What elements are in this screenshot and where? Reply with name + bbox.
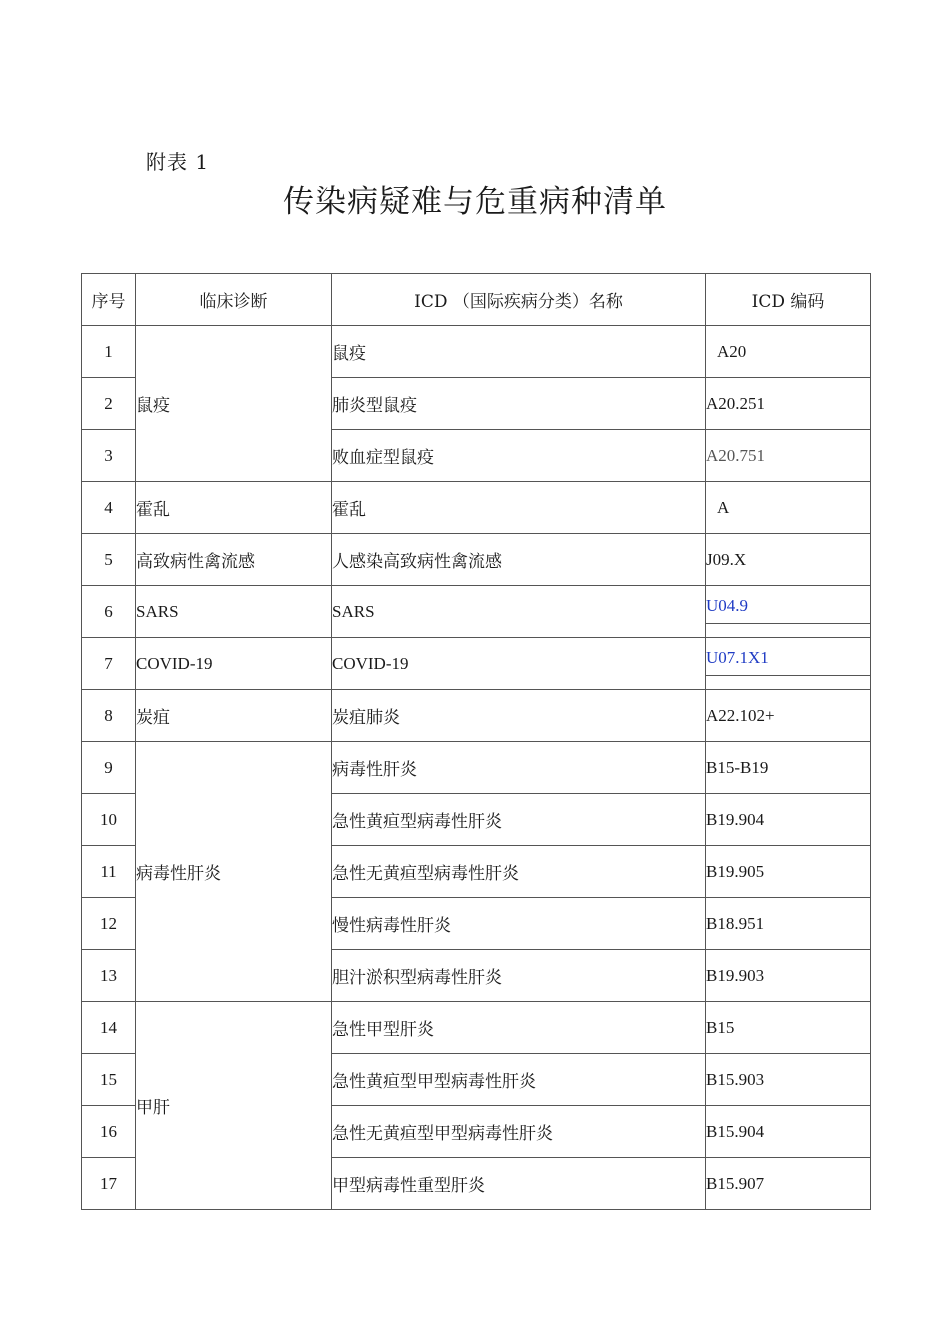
row-number: 11 [82, 846, 136, 898]
diagnosis-plague: 鼠疫 [136, 326, 332, 482]
row-number: 1 [82, 326, 136, 378]
icd-code: B18.951 [706, 898, 871, 950]
icd-name: 慢性病毒性肝炎 [332, 898, 706, 950]
icd-code: U07.1X1 [706, 638, 870, 676]
row-number: 8 [82, 690, 136, 742]
row-number: 17 [82, 1158, 136, 1210]
icd-code: J09.X [706, 534, 871, 586]
row-number: 10 [82, 794, 136, 846]
icd-name: 胆汁淤积型病毒性肝炎 [332, 950, 706, 1002]
header-diagnosis: 临床诊断 [136, 274, 332, 326]
table-row [82, 586, 871, 638]
icd-code: A [706, 482, 871, 534]
icd-code: B15 [706, 1002, 871, 1054]
header-icd-name: ICD （国际疾病分类）名称 [332, 274, 706, 326]
row-number: 2 [82, 378, 136, 430]
diagnosis-avian-flu: 高致病性禽流感 [136, 534, 332, 586]
disease-table [81, 273, 871, 1210]
icd-name: 病毒性肝炎 [332, 742, 706, 794]
icd-name: 肺炎型鼠疫 [332, 378, 706, 430]
icd-name: 霍乱 [332, 482, 706, 534]
row-number: 9 [82, 742, 136, 794]
icd-name: 鼠疫 [332, 326, 706, 378]
icd-code: B19.904 [706, 794, 871, 846]
table-row [82, 534, 871, 586]
table-header-row [82, 274, 871, 326]
icd-name: 急性黄疸型甲型病毒性肝炎 [332, 1054, 706, 1106]
icd-name: 急性无黄疸型病毒性肝炎 [332, 846, 706, 898]
diagnosis-hepatitis-a: 甲肝 [136, 1002, 332, 1210]
icd-code: B15.904 [706, 1106, 871, 1158]
icd-code: A22.102+ [706, 690, 871, 742]
row-number: 5 [82, 534, 136, 586]
icd-name: 炭疽肺炎 [332, 690, 706, 742]
diagnosis-anthrax: 炭疽 [136, 690, 332, 742]
row-number: 7 [82, 638, 136, 690]
icd-code: B19.903 [706, 950, 871, 1002]
row-number: 15 [82, 1054, 136, 1106]
icd-code-cell [706, 586, 871, 638]
icd-code: B19.905 [706, 846, 871, 898]
icd-name: 败血症型鼠疫 [332, 430, 706, 482]
row-number: 3 [82, 430, 136, 482]
icd-code: B15.907 [706, 1158, 871, 1210]
table-row [82, 326, 871, 378]
header-icd-code: ICD 编码 [706, 274, 871, 326]
table-row [82, 742, 871, 794]
icd-name: 急性甲型肝炎 [332, 1002, 706, 1054]
page-title: 传染病疑难与危重病种清单 [283, 184, 667, 220]
icd-name: 人感染高致病性禽流感 [332, 534, 706, 586]
icd-code: U04.9 [706, 586, 870, 624]
icd-name: 甲型病毒性重型肝炎 [332, 1158, 706, 1210]
row-number: 4 [82, 482, 136, 534]
row-number: 6 [82, 586, 136, 638]
icd-code: A20.251 [706, 378, 871, 430]
row-number: 12 [82, 898, 136, 950]
icd-code-cell [706, 638, 871, 690]
row-number: 16 [82, 1106, 136, 1158]
icd-code: A20 [706, 326, 871, 378]
row-number: 13 [82, 950, 136, 1002]
diagnosis-covid: COVID-19 [136, 638, 332, 690]
icd-code: A20.751 [706, 430, 871, 482]
diagnosis-viral-hepatitis: 病毒性肝炎 [136, 742, 332, 1002]
diagnosis-sars: SARS [136, 586, 332, 638]
table-row [82, 482, 871, 534]
table-row [82, 690, 871, 742]
icd-code: B15-B19 [706, 742, 871, 794]
table-row [82, 638, 871, 690]
header-index: 序号 [82, 274, 136, 326]
icd-name: 急性黄疸型病毒性肝炎 [332, 794, 706, 846]
table-row [82, 1002, 871, 1054]
diagnosis-cholera: 霍乱 [136, 482, 332, 534]
row-number: 14 [82, 1002, 136, 1054]
icd-code: B15.903 [706, 1054, 871, 1106]
annex-label: 附表 1 [146, 150, 210, 174]
icd-name: 急性无黄疸型甲型病毒性肝炎 [332, 1106, 706, 1158]
icd-name: SARS [332, 586, 706, 638]
icd-name: COVID-19 [332, 638, 706, 690]
